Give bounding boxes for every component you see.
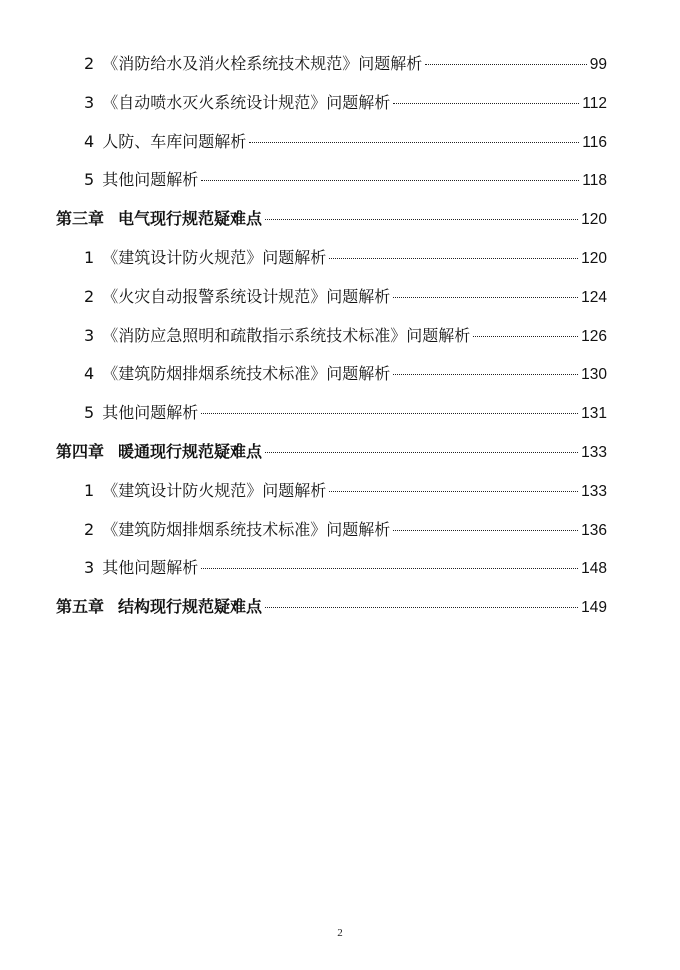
toc-entry-number: 4	[84, 131, 95, 151]
toc-chapter-title: 结构现行规范疑难点	[118, 597, 263, 617]
toc-entry-title: 《消防应急照明和疏散指示系统技术标准》问题解析	[102, 325, 471, 345]
toc-entry-title: 人防、车库问题解析	[102, 131, 247, 151]
toc-entry-page: 116	[582, 133, 607, 151]
toc-entry[interactable]	[0, 359, 680, 398]
toc-entry-page: 149	[581, 599, 607, 617]
toc-entry-number: 3	[84, 92, 95, 112]
toc-entry[interactable]	[0, 553, 680, 592]
dot-leader	[329, 258, 578, 259]
toc-entry-number: 5	[84, 170, 95, 190]
toc-entry-number: 1	[84, 247, 95, 267]
toc-entry-number: 2	[84, 519, 95, 539]
toc-entry-page: 131	[581, 405, 607, 423]
toc-entry-title: 《建筑设计防火规范》问题解析	[102, 247, 327, 267]
toc-entry-page: 124	[581, 288, 607, 306]
toc-entry-title: 《建筑防烟排烟系统技术标准》问题解析	[102, 519, 391, 539]
toc-entry-number: 2	[84, 286, 95, 306]
toc-entry[interactable]	[0, 165, 680, 204]
toc-entry-title: 《消防给水及消火栓系统技术规范》问题解析	[102, 54, 423, 73]
toc-entry-title: 《自动喷水灭火系统设计规范》问题解析	[102, 92, 391, 112]
dot-leader	[329, 491, 578, 492]
toc-entry-number: 2	[84, 54, 95, 73]
toc-chapter-label: 第五章	[56, 597, 105, 617]
dot-leader	[393, 103, 579, 104]
toc-entry[interactable]	[0, 127, 680, 166]
toc-entry-number: 3	[84, 558, 95, 578]
dot-leader	[265, 219, 578, 220]
toc-chapter-entry[interactable]	[0, 592, 680, 631]
toc-entry[interactable]	[0, 515, 680, 554]
toc-entry[interactable]	[0, 282, 680, 321]
toc-entry-page: 120	[581, 249, 607, 267]
toc-entry-page: 148	[581, 560, 607, 578]
toc-entry[interactable]	[0, 49, 680, 88]
toc-entry[interactable]	[0, 398, 680, 437]
toc-entry-page: 112	[582, 94, 607, 112]
dot-leader	[201, 180, 579, 181]
toc-chapter-label: 第三章	[56, 209, 105, 229]
toc-entry-title: 其他问题解析	[102, 403, 199, 423]
toc-chapter-entry[interactable]	[0, 204, 680, 243]
toc-entry-page: 99	[589, 56, 607, 73]
toc-entry-title: 其他问题解析	[102, 170, 199, 190]
dot-leader	[201, 413, 578, 414]
page-number: 2	[337, 927, 343, 939]
dot-leader	[249, 142, 579, 143]
dot-leader	[201, 568, 578, 569]
toc-entry-page: 136	[581, 521, 607, 539]
toc-entry[interactable]	[0, 243, 680, 282]
dot-leader	[425, 64, 587, 65]
toc-entry-page: 130	[581, 366, 607, 384]
toc-entry-number: 5	[84, 403, 95, 423]
toc-chapter-entry[interactable]	[0, 437, 680, 476]
toc-entry-title: 《建筑防烟排烟系统技术标准》问题解析	[102, 364, 391, 384]
dot-leader	[265, 607, 578, 608]
toc-entry-page: 120	[581, 211, 607, 229]
toc-entry-title: 其他问题解析	[102, 558, 199, 578]
dot-leader	[393, 297, 578, 298]
toc-entry-title: 《建筑设计防火规范》问题解析	[102, 480, 327, 500]
toc-entry[interactable]	[0, 321, 680, 360]
toc-chapter-label: 第四章	[56, 441, 105, 461]
toc-entry-page: 118	[582, 172, 607, 190]
dot-leader	[393, 530, 578, 531]
toc-entry-page: 133	[581, 443, 607, 461]
dot-leader	[265, 452, 578, 453]
toc-entry-number: 4	[84, 364, 95, 384]
toc-entry-number: 3	[84, 325, 95, 345]
dot-leader	[393, 374, 578, 375]
toc-entry[interactable]	[0, 476, 680, 515]
toc-entry-title: 《火灾自动报警系统设计规范》问题解析	[102, 286, 391, 306]
toc-entry-page: 126	[581, 327, 607, 345]
dot-leader	[473, 336, 578, 337]
toc-chapter-title: 暖通现行规范疑难点	[118, 441, 263, 461]
toc-entry-number: 1	[84, 480, 95, 500]
table-of-contents	[0, 49, 680, 631]
toc-chapter-title: 电气现行规范疑难点	[118, 209, 263, 229]
toc-entry-page: 133	[581, 482, 607, 500]
toc-entry[interactable]	[0, 88, 680, 127]
